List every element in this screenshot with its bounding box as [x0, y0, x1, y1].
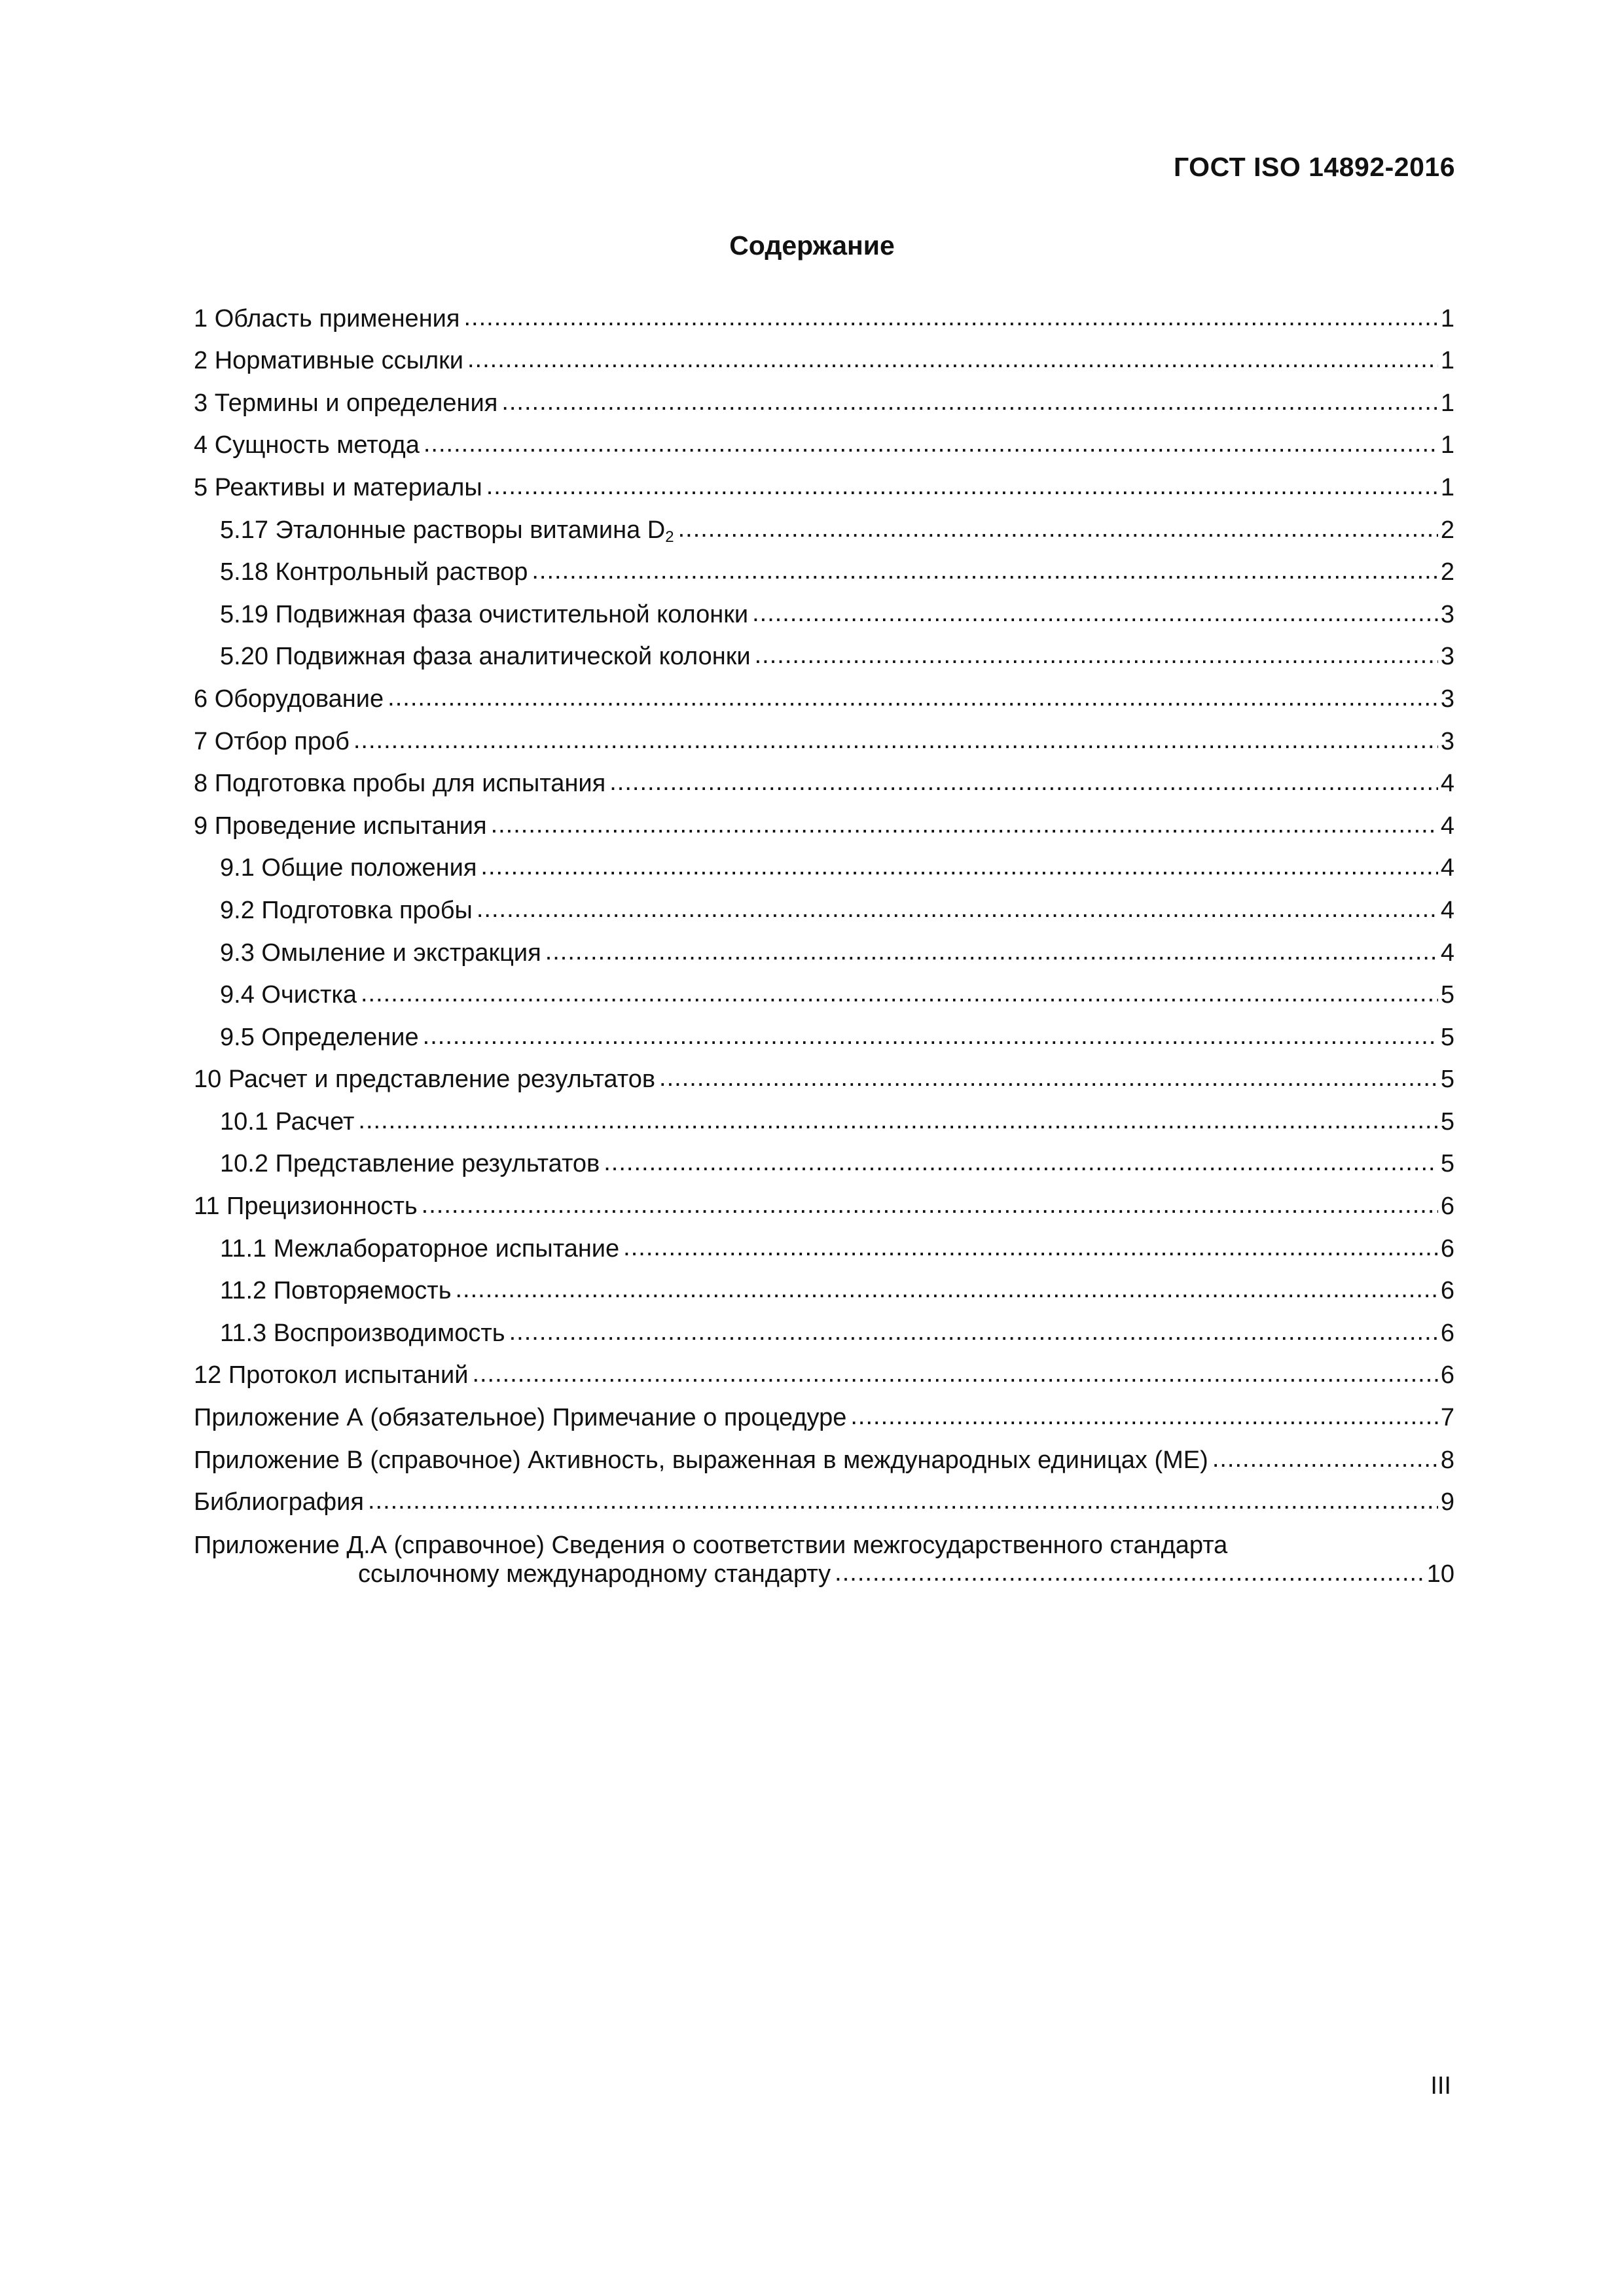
- toc-entry[interactable]: [194, 1349, 1454, 1391]
- toc-entry-label: 5.18 Контрольный раствор: [220, 558, 530, 586]
- dot-leader: [463, 303, 1437, 332]
- toc-entry[interactable]: [194, 842, 1454, 884]
- toc-entry[interactable]: [194, 1306, 1454, 1349]
- toc-entry-page: 1: [1440, 431, 1454, 459]
- toc-entry-label: 9.4 Очистка: [220, 980, 359, 1009]
- toc-entry-page: 8: [1440, 1446, 1454, 1474]
- dot-leader: [604, 1148, 1438, 1177]
- dot-leader: [755, 641, 1438, 670]
- toc-entry-page: 5: [1440, 1150, 1454, 1178]
- toc-entry[interactable]: [194, 1011, 1454, 1053]
- toc-entry-label: 1 Область применения: [194, 304, 462, 333]
- dot-leader: [1212, 1444, 1438, 1473]
- toc-entry-label: 5 Реактивы и материалы: [194, 473, 485, 502]
- toc-entry-label: Приложение В (справочное) Активность, выраженная в международных единицах (МЕ): [194, 1446, 1211, 1475]
- dot-leader: [532, 556, 1437, 585]
- toc-entry[interactable]: [194, 757, 1454, 800]
- toc-entry-label: 7 Отбор проб: [194, 727, 352, 756]
- toc-entry-page: 4: [1440, 939, 1454, 967]
- dot-leader: [659, 1064, 1438, 1092]
- toc-entry-page: 6: [1440, 1319, 1454, 1347]
- dot-leader: [353, 726, 1438, 755]
- toc-entry-label: 4 Сущность метода: [194, 431, 422, 459]
- toc-entry-label: Библиография: [194, 1488, 367, 1516]
- toc-entry[interactable]: [194, 926, 1454, 969]
- toc-entry-label: 9.3 Омыление и экстракция: [220, 939, 544, 967]
- toc-entry-page: 1: [1440, 473, 1454, 501]
- dot-leader: [850, 1402, 1438, 1431]
- toc-entry[interactable]: [194, 588, 1454, 630]
- toc-entry-label: 11.1 Межлабораторное испытание: [220, 1234, 622, 1263]
- dot-leader: [368, 1486, 1438, 1515]
- toc-entry-label: 12 Протокол испытаний: [194, 1361, 471, 1390]
- subscript: 2: [665, 528, 674, 546]
- toc-entry[interactable]: [194, 376, 1454, 419]
- toc-entry-label: Приложение А (обязательное) Примечание о процедуре: [194, 1403, 849, 1432]
- dot-leader: [609, 768, 1438, 797]
- toc-entry[interactable]: [194, 1179, 1454, 1222]
- dot-leader: [361, 979, 1438, 1008]
- toc-entry-label: 2 Нормативные ссылки: [194, 346, 466, 375]
- toc-entry[interactable]: [194, 1518, 1454, 1590]
- toc-entry[interactable]: [194, 1095, 1454, 1138]
- toc-entry[interactable]: [194, 1433, 1454, 1476]
- toc-entry-label: 8 Подготовка пробы для испытания: [194, 769, 608, 798]
- dot-leader: [545, 937, 1438, 966]
- toc-entry-label: 6 Оборудование: [194, 685, 386, 713]
- toc-entry-page: 4: [1440, 770, 1454, 798]
- toc-entry[interactable]: [194, 546, 1454, 588]
- toc-entry-continuation: [194, 1560, 1454, 1588]
- dot-leader: [835, 1558, 1424, 1587]
- toc-entry-page: 4: [1440, 896, 1454, 924]
- toc-entry-page: 1: [1440, 347, 1454, 375]
- dot-leader: [477, 895, 1438, 924]
- dot-leader: [456, 1275, 1438, 1304]
- toc-entry[interactable]: [194, 419, 1454, 461]
- toc-entry-page: 5: [1440, 1107, 1454, 1136]
- toc-title: Содержание: [729, 230, 895, 260]
- toc-entry-page: 7: [1440, 1404, 1454, 1432]
- toc-entry-page: 1: [1440, 389, 1454, 417]
- toc-entry-label: 9.2 Подготовка пробы: [220, 896, 475, 925]
- toc-entry-page: 2: [1440, 558, 1454, 586]
- dot-leader: [422, 1191, 1438, 1219]
- toc-entry-label: 10 Расчет и представление результатов: [194, 1065, 658, 1094]
- toc-entry-page: 10: [1426, 1560, 1454, 1588]
- toc-entry-page: 6: [1440, 1234, 1454, 1263]
- toc-entry-page: 4: [1440, 812, 1454, 840]
- dot-leader: [623, 1233, 1438, 1262]
- toc-entry-label: 9.1 Общие положения: [220, 853, 479, 882]
- document-code: ГОСТ ISO 14892-2016: [1173, 152, 1455, 182]
- toc-entry-label-continuation: ссылочному международному стандарту: [194, 1560, 833, 1588]
- toc-entry[interactable]: [194, 292, 1454, 334]
- dot-leader: [388, 683, 1438, 712]
- dot-leader: [486, 472, 1438, 501]
- toc-entry-page: 3: [1440, 643, 1454, 671]
- toc-entry-page: 5: [1440, 981, 1454, 1009]
- dot-leader: [509, 1318, 1438, 1346]
- toc-entry-page: 2: [1440, 516, 1454, 544]
- toc-entry-page: 1: [1440, 304, 1454, 332]
- toc-entry[interactable]: [194, 1222, 1454, 1265]
- toc-entry[interactable]: [194, 334, 1454, 377]
- toc-entry-label: 10.2 Представление результатов: [220, 1149, 602, 1178]
- page-number: III: [1430, 2072, 1451, 2100]
- toc-entry-label: 11.2 Повторяемость: [220, 1276, 454, 1305]
- dot-leader: [501, 387, 1438, 416]
- dot-leader: [472, 1359, 1437, 1388]
- dot-leader: [358, 1106, 1437, 1135]
- dot-leader: [480, 852, 1437, 881]
- toc-entry-page: 3: [1440, 600, 1454, 628]
- toc-entry-label-text: 5.17 Эталонные растворы витамина D: [220, 516, 666, 544]
- toc-entry[interactable]: [194, 799, 1454, 842]
- toc-entry-label: 10.1 Расчет: [220, 1107, 357, 1136]
- toc-entry-label: 9.5 Определение: [220, 1023, 422, 1052]
- toc-entry-label: Приложение Д.А (справочное) Сведения о соответствии межгосударственного стандарта: [194, 1532, 1228, 1560]
- table-of-contents: [194, 292, 1454, 1590]
- toc-entry[interactable]: [194, 1053, 1454, 1096]
- toc-entry-page: 3: [1440, 685, 1454, 713]
- toc-entry[interactable]: [194, 672, 1454, 715]
- toc-entry-label: 5.19 Подвижная фаза очистительной колонки: [220, 600, 751, 629]
- dot-leader: [678, 514, 1438, 543]
- dot-leader: [423, 1022, 1438, 1050]
- toc-entry-label: 9 Проведение испытания: [194, 812, 490, 840]
- toc-entry-page: 9: [1440, 1488, 1454, 1516]
- toc-entry-label: 5.20 Подвижная фаза аналитической колонки: [220, 642, 753, 671]
- toc-entry-page: 6: [1440, 1277, 1454, 1305]
- toc-entry[interactable]: [194, 1476, 1454, 1518]
- toc-entry-label: 11 Прецизионность: [194, 1192, 420, 1221]
- toc-entry[interactable]: [194, 461, 1454, 503]
- toc-entry-label: 11.3 Воспроизводимость: [220, 1319, 508, 1348]
- toc-entry[interactable]: [194, 884, 1454, 926]
- toc-entry[interactable]: [194, 1265, 1454, 1307]
- dot-leader: [424, 429, 1438, 458]
- toc-entry-label: 3 Термины и определения: [194, 389, 500, 418]
- toc-entry-page: 5: [1440, 1066, 1454, 1094]
- toc-entry[interactable]: [194, 1391, 1454, 1433]
- toc-entry-page: 6: [1440, 1193, 1454, 1221]
- toc-entry[interactable]: [194, 715, 1454, 757]
- toc-entry-page: 3: [1440, 727, 1454, 755]
- toc-entry-label: [220, 516, 677, 545]
- toc-entry-page: 4: [1440, 854, 1454, 882]
- toc-entry[interactable]: [194, 1138, 1454, 1180]
- toc-entry-page: 6: [1440, 1361, 1454, 1390]
- dot-leader: [752, 599, 1438, 628]
- toc-entry[interactable]: [194, 969, 1454, 1011]
- dot-leader: [467, 345, 1438, 374]
- toc-entry[interactable]: [194, 630, 1454, 673]
- toc-entry-page: 5: [1440, 1023, 1454, 1051]
- dot-leader: [491, 810, 1438, 839]
- toc-entry[interactable]: [194, 503, 1454, 546]
